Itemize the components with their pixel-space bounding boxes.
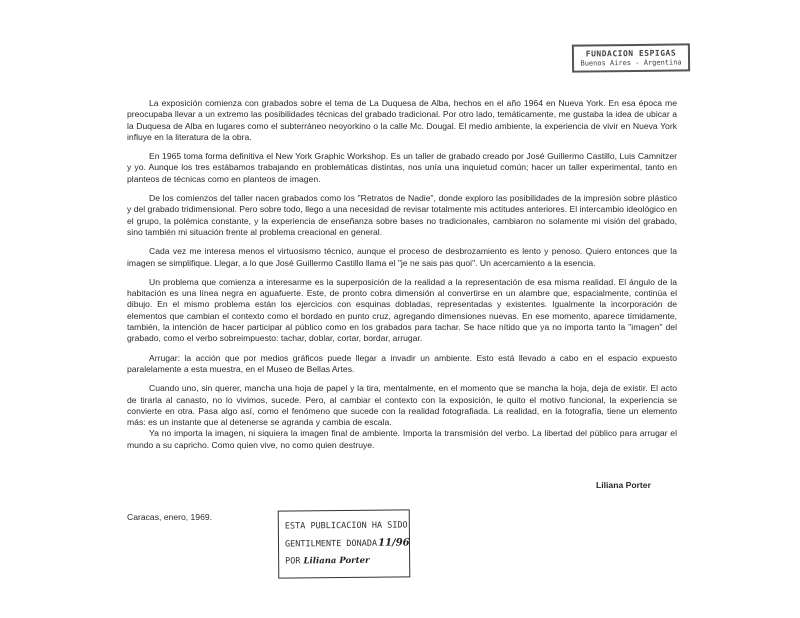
paragraph-3: De los comienzos del taller nacen grabados como los "Retratos de Nadie", donde exploro las posibilidades de la impresión sobre plástico y del grabado tridimensional. Pero sobre todo, llego a una necesidad de revisar totalmente mis actitudes anteriores. El intercambio ideológico en el grupo, la polémica constante, y la experiencia de enseñanza sobre bases no tradicionales, cambiaron no solamente mi visión del grabado, sino también mi situación frente al problema creacional en general. [127, 193, 677, 237]
paragraph-4: Cada vez me interesa menos el virtuosismo técnico, aunque el proceso de desbrozamiento es lento y penoso. Quiero entonces que la imagen se simplifique. Llegar, a lo que José Guillermo Castillo llama el "je ne sais pas quoi". Un acercamiento a la esencia. [127, 246, 677, 268]
handwritten-name: Liliana Porter [303, 555, 370, 567]
donation-stamp [278, 509, 411, 578]
author-signature: Liliana Porter [596, 480, 651, 490]
donation-stamp-line1: ESTA PUBLICACION HA SIDO [284, 520, 408, 532]
stamp-top-line1: FUNDACION ESPIGAS [585, 48, 677, 59]
paragraph-5: Un problema que comienza a interesarme es la superposición de la realidad a la representación de esa misma realidad. El ángulo de la habitación es una línea negra en aguafuerte. Este, de pronto cobra dimensión al convertirse en un alambre que, espacialmente, continúa el dibujo. En el mismo problema están los ejercicios con esquinas dobladas, representadas y existentes. Igualmente la incorporación de elementos que cambian el contexto como el bordado en punto cruz, agregando dimensiones nuevas. En ese momento, aparece tímidamente, también, la intención de hacer participar al público como en los grabados para tachar. Se hace nítido que ya no importa tanto la "imagen" del grabado, como el verbo sobreimpuesto: tachar, doblar, cortar, bordar, arrugar. [127, 276, 677, 344]
paragraph-8: Ya no importa la imagen, ni siquiera la imagen final de ambiente. Importa la transmisión del verbo. La libertad del público para arrugar el mundo a su capricho. Como quien vive, no como quien destruye. [127, 428, 677, 450]
dateline: Caracas, enero, 1969. [127, 512, 213, 522]
handwritten-date: 11/96 [378, 537, 410, 549]
paragraph-7: Cuando uno, sin querer, mancha una hoja de papel y la tira, mentalmente, en el momento que se mancha la hoja, deja de existir. El acto de tirarla al canasto, no lo vivimos, sucede. Pero, al cambiar el contexto con la exposición, le quito el motivo funcional, la experiencia se convierte en otra. Pasa algo así, como el fenómeno que sucede con la realidad fotografiada. La realidad, en la fotografía, tiene un elemento más: es un instante que al detenerse se agranda y cambia de escala. [127, 383, 677, 428]
paragraph-6: Arrugar: la acción que por medios gráficos puede llegar a invadir un ambiente. Esto está llevado a cabo en el espacio expuesto paralelamente a esta muestra, en el Museo de Bellas Artes. [127, 352, 677, 374]
fundacion-espigas-stamp [572, 43, 690, 72]
donation-stamp-line3 [285, 552, 409, 570]
paragraph-2: En 1965 toma forma definitiva el New York Graphic Workshop. Es un taller de grabado creado por José Guillermo Castillo, Luis Camnitzer y yo. Aunque los tres estábamos trabajando en problemáticas distintas, nos unía una inquietud común; hacer un taller experimental, tanto en planteos de técnicas como en planteos de imagen. [127, 151, 677, 184]
body-text [127, 98, 677, 459]
donation-stamp-line3-text: POR [285, 556, 301, 567]
paragraph-1: La exposición comienza con grabados sobre el tema de La Duquesa de Alba, hechos en el año 1964 en Nueva York. En esa época me preocupaba llevar a un extremo las posibilidades técnicas del grabado tradicional. Por otro lado, temáticamente, me gustaba la idea de ubicar a la Duquesa de Alba en lugares como el subterráneo neoyorkino o la calle Mc. Dougal. El medio ambiente, la experiencia de vivir en Nueva York influye en la literatura de la obra. [127, 98, 677, 142]
donation-stamp-line2-text: GENTILMENTE DONADA [284, 538, 378, 550]
donation-stamp-line2 [285, 534, 409, 553]
stamp-top-line2: Buenos Aires - Argentina [580, 58, 682, 68]
